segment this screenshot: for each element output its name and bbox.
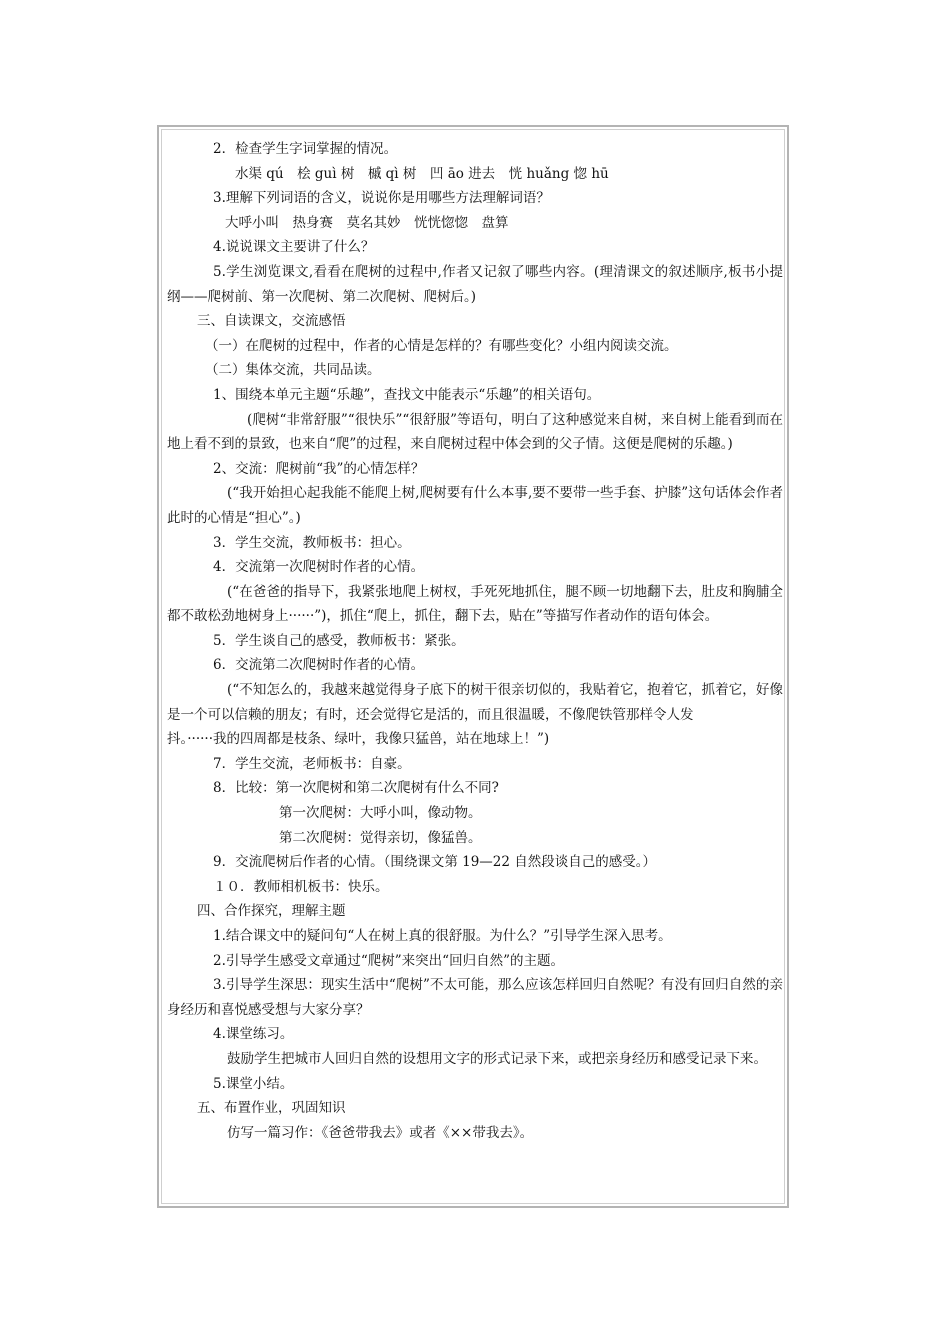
note-before-climb: (“我开始担心起我能不能爬上树,爬树要有什么本事,要不要带一些手套、护膝”这句话体会作者此时的心情是“担心”。) [167,485,783,526]
compare-second: 第二次爬树：觉得亲切，像猛兽。 [279,829,482,846]
step-check-words: 2．检查学生字词掌握的情况。 [213,141,398,157]
note-second-climb-end: 抖。······我的四周都是枝条、绿叶，我像只猛兽，站在地球上！”) [167,731,550,748]
vocabulary-list: 大呼小叫 热身赛 莫名其妙 恍恍惚惚 盘算 [225,214,509,231]
item-reflection: 3.引导学生深思：现实生活中“爬树”不太可能，那么应该怎样回归自然呢？有没有回归自然的亲身经历和喜悦感受想与大家分享？ [167,977,783,1018]
item-nervous: 5．学生谈自己的感受，教师板书：紧张。 [213,632,465,649]
section-heading-5: 五、布置作业，巩固知识 [197,1100,346,1117]
item-theme-nature: 2.引导学生感受文章通过“爬树”来突出“回归自然”的主题。 [213,952,564,969]
item-practice: 4.课堂练习。 [213,1026,294,1043]
item-question: 1.结合课文中的疑问句“人在树上真的很舒服。为什么？”引导学生深入思考。 [213,928,672,944]
lesson-plan-frame [157,125,789,1208]
section-heading-3: 三、自读课文，交流感悟 [197,313,346,330]
section-heading-4: 四、合作探究，理解主题 [197,903,346,920]
item-second-climb: 6．交流第二次爬树时作者的心情。 [213,657,425,674]
note-joy: (爬树“非常舒服”“很快乐”“很舒服”等语句，明白了这种感觉来自树，来自树上能看到而在地上看不到的景致，也来自“爬”的过程，来自爬树过程中体会到的父子情。这便是爬树的乐趣。) [167,411,783,453]
sub-heading-2: （二）集体交流，共同品读。 [205,362,381,379]
homework-detail: 仿写一篇习作：《爸爸带我去》或者《××带我去》。 [227,1124,534,1141]
note-second-climb: (“不知怎么的，我越来越觉得身子底下的树干很亲切似的，我贴着它，抱着它，抓着它，好像是一个可以信赖的朋友；有时，还会觉得它是活的，而且很温暖，不像爬铁管那样令人发 [167,682,783,723]
lesson-plan-content [167,137,783,1145]
compare-first: 第一次爬树：大呼小叫，像动物。 [279,805,482,822]
step-word-meaning: 3.理解下列词语的含义，说说你是用哪些方法理解词语？ [213,190,550,207]
item-happy: １０．教师相机板书：快乐。 [213,878,389,895]
pinyin-list: 水渠 qú 桧 guì 树 槭 qì 树 凹 āo 进去 恍 huǎng 惚 hū [235,165,609,182]
sub-heading-1: （一）在爬树的过程中，作者的心情是怎样的？有哪些变化？小组内阅读交流。 [205,337,678,354]
item-before-climb: 2、交流：爬树前“我”的心情怎样？ [213,460,425,477]
item-theme-joy: 1、围绕本单元主题“乐趣”，查找文中能表示“乐趣”的相关语句。 [213,386,601,403]
item-compare: 8．比较：第一次爬树和第二次爬树有什么不同? [213,780,499,797]
step-main-idea: 4.说说课文主要讲了什么？ [213,239,375,256]
item-after-climb: 9．交流爬树后作者的心情。（围绕课文第 19—22 自然段谈自己的感受。） [213,854,657,871]
item-summary: 5.课堂小结。 [213,1075,294,1092]
item-proud: 7．学生交流，老师板书：自豪。 [213,755,411,772]
item-first-climb: 4．交流第一次爬树时作者的心情。 [213,559,425,576]
item-worry: 3．学生交流，教师板书：担心。 [213,534,411,551]
step-browse-text: 5.学生浏览课文,看看在爬树的过程中,作者又记叙了哪些内容。(理清课文的叙述顺序,板书小提纲——爬树前、第一次爬树、第二次爬树、爬树后。) [167,263,783,305]
note-first-climb: (“在爸爸的指导下，我紧张地爬上树杈，手死死地抓住，腿不顾一切地翻下去，肚皮和胸脯全都不敢松劲地树身上······”)，抓住“爬上，抓住，翻下去，贴在”等描写作者动作的语句体会。 [167,583,783,625]
practice-detail: 鼓励学生把城市人回归自然的设想用文字的形式记录下来，或把亲身经历和感受记录下来。 [227,1050,767,1067]
